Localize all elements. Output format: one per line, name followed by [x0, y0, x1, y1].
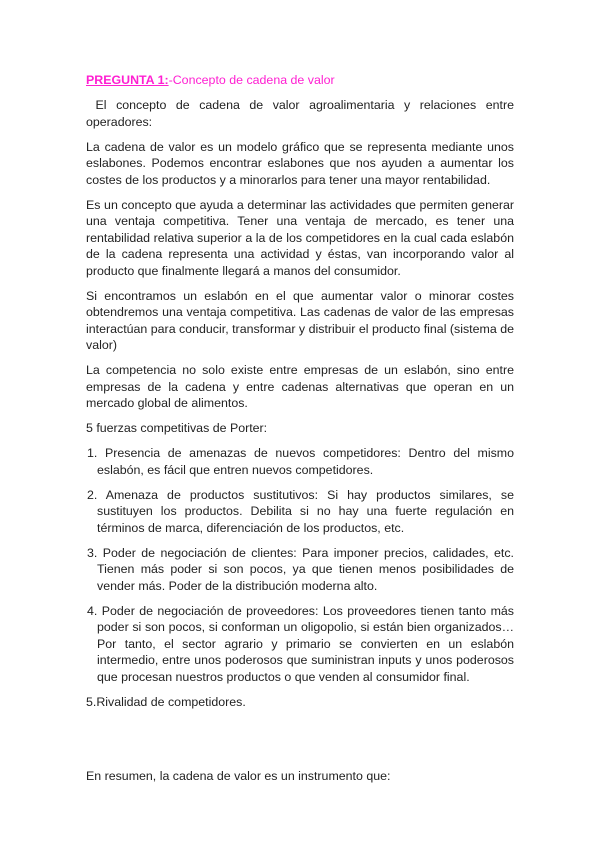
summary-text: En resumen, la cadena de valor es un instrumento que: [86, 769, 391, 783]
question-label: PREGUNTA 1: [86, 73, 169, 87]
list-number: 5. [86, 694, 97, 709]
list-text: Rivalidad de competidores. [96, 694, 246, 709]
list-number: 4. [87, 603, 98, 618]
list-number: 1. [87, 446, 98, 460]
paragraph: Es un concepto que ayuda a determinar las actividades que permiten generar una ventaja competitiva. Tener una ventaja de mercado, es tener una rentabilidad relativa superior a la de los competidores en la cual cada eslabón de la cadena representa una actividad y éstas, van incorporando valor al producto que finalmente llegará a manos del consumidor. [86, 197, 514, 278]
list-text: Amenaza de productos sustitutivos: Si hay productos similares, se sustituyen los productos. Debilita si no hay una fuerte regulación en términos de marca, diferenciación de los productos, etc. [97, 487, 514, 535]
list-text: Poder de negociación de proveedores: Los proveedores tienen tanto más poder si son pocos, si conforman un oligopolio, si están bien organizados… Por tanto, el sector agrario y primario se convierten en un eslabón intermedio, entre unos poderosos que suministran inputs y unos poderosos que procesan nuestros productos o que venden al consumidor final. [97, 603, 514, 684]
intro-text: El concepto de cadena de valor agroalimentaria y relaciones entre operadores: [86, 98, 518, 129]
list-text: Poder de negociación de clientes: Para imponer precios, calidades, etc. Tienen más poder si son pocos, ya que tienen menos posibilidades de vender más. Poder de la distribución moderna alto. [97, 545, 514, 593]
list-text: Presencia de amenazas de nuevos competidores: Dentro del mismo eslabón, es fácil que entren nuevos competidores. [97, 446, 514, 477]
list-item [86, 445, 514, 478]
paragraph: La competencia no solo existe entre empresas de un eslabón, sino entre empresas de la cadena y entre cadenas alternativas que operan en un mercado global de alimentos. [86, 363, 514, 410]
paragraph: Si encontramos un eslabón en el que aumentar valor o minorar costes obtendremos una ventaja competitiva. Las cadenas de valor de las empresas interactúan para conducir, transformar y distribuir el producto final (sistema de valor) [86, 288, 514, 352]
paragraph: La cadena de valor es un modelo gráfico que se representa mediante unos eslabones. Podemos encontrar eslabones que nos ayuden a aumentar los costes de los productos y a minorarlos para tener una mayor rentabilidad. [86, 139, 514, 187]
porter-heading: 5 fuerzas competitivas de Porter: [86, 421, 268, 435]
list-item [86, 545, 514, 595]
list-item [86, 603, 514, 686]
list-number: 2. [87, 487, 98, 502]
question-heading [86, 72, 514, 89]
list-item [86, 694, 514, 711]
list-item [86, 487, 514, 537]
list-number: 3. [87, 545, 98, 560]
question-subtitle: -Concepto de cadena de valor [168, 73, 335, 87]
